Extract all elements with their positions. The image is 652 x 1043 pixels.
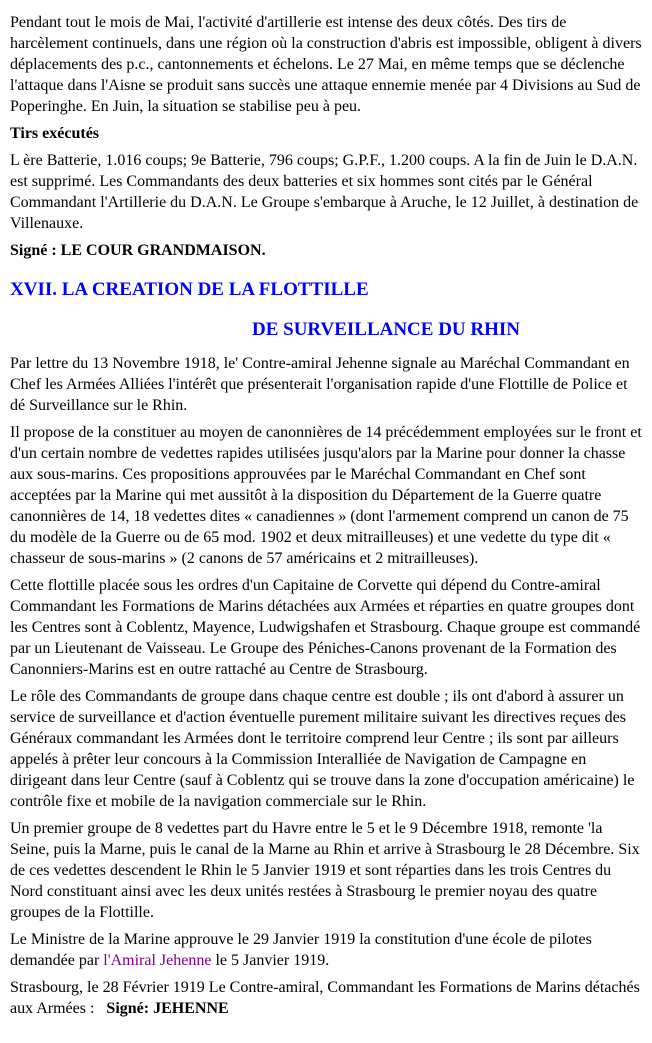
- section-heading-line1: XVII. LA CREATION DE LA FLOTTILLE: [10, 279, 369, 300]
- para-flottille-organisation: Cette flottille placée sous les ordres d'un Capitaine de Corvette qui dépend du Contre-amiral Commandant les Formations de Marins détachées aux Armées et réparties en quatre groupes dont les Centres sont à Coblentz, Mayence, Ludwigshafen et Strasbourg. Chaque groupe est commandé par un Lieutenant de Vaisseau. Le Groupe des Péniches-Canons provenant de la Formation des Canonniers-Marins est en outre rattaché au Centre de Strasbourg.: [10, 577, 641, 678]
- signature-jehenne: Signé: JEHENNE: [106, 1000, 229, 1017]
- para-role-commandants: Le rôle des Commandants de groupe dans chaque centre est double ; ils ont d'abord à assurer un service de surveillance et d'action éventuelle purement militaire suivant les directives reçues des Généraux commandant les Armées dont le territoire comprend leur Centre ; ils sont par ailleurs appelés à prêter leur concours à la Commission Interalliée de Navigation de Campagne en dirigeant dans leur Centre (sauf à Coblentz qui se trouve dans la zone d'occupation américaine) le contrôle fixe et mobile de la navigation commerciale sur le Rhin.: [10, 688, 635, 810]
- section-heading-line2: DE SURVEILLANCE DU RHIN: [252, 319, 521, 340]
- para-artillery-activity: Pendant tout le mois de Mai, l'activité d'artillerie est intense des deux côtés. Des tirs de harcèlement continuels, dans une région où la construction d'abris est impossible, obligent à divers déplacements des p.c., cantonnements et échelons. Le 27 Mai, en même temps que se déclenche l'attaque dans l'Aisne se produit sans succès une attaque ennemie menée par 4 Divisions au Sud de Poperinghe. En Juin, la situation se stabilise peu à peu.: [10, 14, 642, 115]
- para-ministre-ecole-pilotes: [10, 929, 642, 971]
- para-batteries-coups: L ère Batterie, 1.016 coups; 9e Batterie, 796 coups; G.P.F., 1.200 coups. A la fin de Juin le D.A.N. est supprimé. Les Commandants des deux batteries et six hommes sont cités par le Général Commandant l'Artillerie du D.A.N. Le Groupe s'embarque à Aruche, le 12 Juillet, à destination de Villenauxe.: [10, 152, 639, 232]
- para-closing-strasbourg: [10, 977, 642, 1019]
- amiral-jehenne-link[interactable]: l'Amiral Jehenne: [103, 952, 212, 969]
- para-premier-groupe-vedettes: Un premier groupe de 8 vedettes part du Havre entre le 5 et le 9 Décembre 1918, remonte 'la Seine, puis la Marne, puis le canal de la Marne au Rhin et arrive à Strasbourg le 28 Décembre. Six de ces vedettes descendent le Rhin le 5 Janvier 1919 et sont réparties dans les trois Centres du Nord constituant ainsi avec les deux unités restées à Strasbourg le premier noyau des quatre groupes de la Flottille.: [10, 820, 640, 921]
- closing-text: Strasbourg, le 28 Février 1919 Le Contre-amiral, Commandant les Formations de Marins détachés aux Armées :: [10, 979, 640, 1017]
- signature-grandmaison: Signé : LE COUR GRANDMAISON.: [10, 242, 266, 259]
- para-proposition-canonnieres: Il propose de la constituer au moyen de canonnières de 14 précédemment employées sur le front et d'un certain nombre de vedettes rapides utilisées jusqu'alors par la Marine pour donner la chasse aux sous-marins. Ces propositions approuvées par le Maréchal Commandant en Chef sont acceptées par la Marine qui met aussitôt à la disposition du Département de la Guerre quatre canonnières de 14, 18 vedettes dites « canadiennes » (dont l'armement comprend un canon de 75 du modèle de la Guerre ou de 65 mod. 1902 et deux mitrailleuses) et une vedette du type dit « chasseur de sous-marins » (2 canons de 57 américains et 2 mitrailleuses).: [10, 424, 642, 567]
- para-ministre-text-after: le 5 Janvier 1919.: [211, 952, 330, 969]
- para-ministre-text-before: Le Ministre de la Marine approuve le 29 Janvier 1919 la constitution d'une école de pilotes demandée par: [10, 931, 592, 969]
- subheading-tirs-executes: Tirs exécutés: [10, 125, 100, 142]
- para-lettre-jehenne: Par lettre du 13 Novembre 1918, le' Contre-amiral Jehenne signale au Maréchal Commandant en Chef les Armées Alliées l'intérêt que présenterait l'organisation rapide d'une Flottille de Police et dé Surveillance sur le Rhin.: [10, 355, 630, 414]
